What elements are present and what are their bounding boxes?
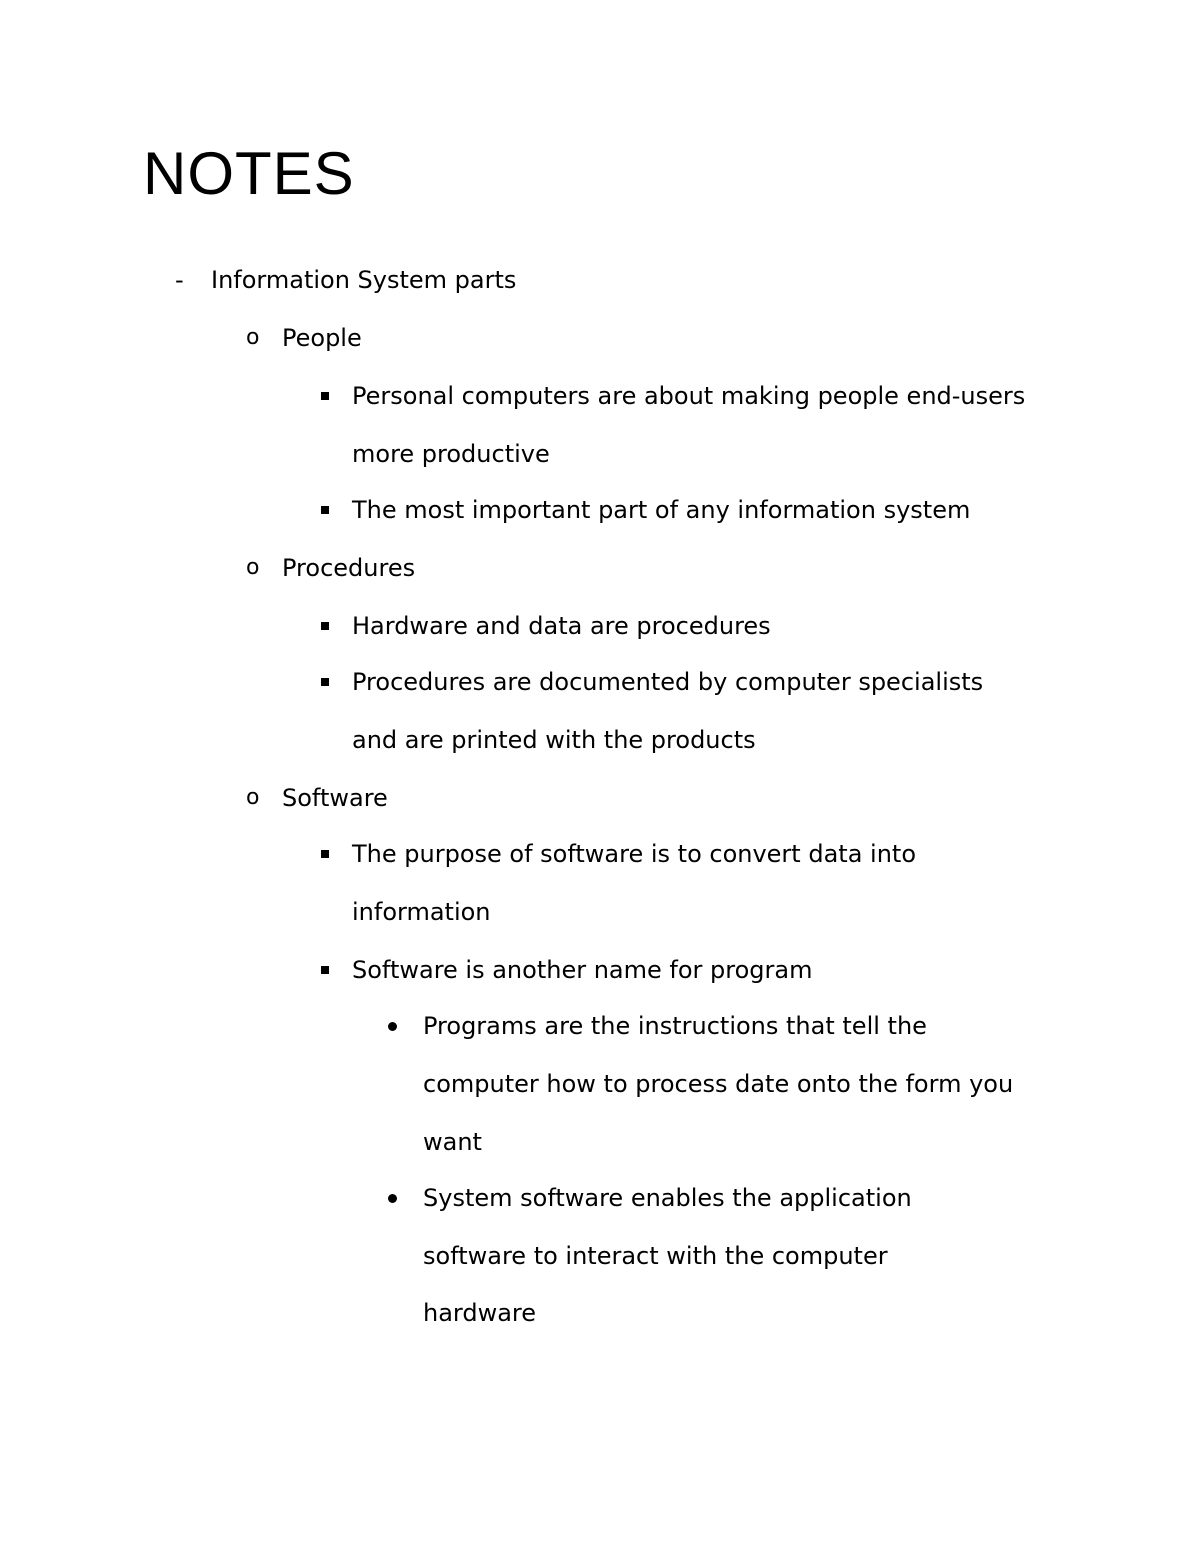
list-item-text: and are printed with the products <box>352 726 756 754</box>
sub-list-item-text: software to interact with the computer <box>423 1242 888 1270</box>
square-bullet-icon <box>321 850 329 858</box>
square-bullet-icon <box>321 966 329 974</box>
dot-bullet-icon <box>388 1022 397 1031</box>
section-procedures <box>0 548 1200 588</box>
outline-heading <box>0 260 1200 300</box>
section-people <box>0 318 1200 358</box>
outline-heading-text: Information System parts <box>211 266 517 294</box>
list-item <box>0 834 1200 874</box>
page-title: NOTES <box>143 140 355 207</box>
sub-list-item-continuation <box>0 1064 1200 1104</box>
list-item-continuation <box>0 720 1200 760</box>
square-bullet-icon <box>321 392 329 400</box>
section-software <box>0 778 1200 818</box>
list-item-text: Hardware and data are procedures <box>352 612 771 640</box>
list-item <box>0 950 1200 990</box>
list-item-text: The purpose of software is to convert data into <box>352 840 916 868</box>
sub-list-item-continuation <box>0 1236 1200 1276</box>
dash-bullet-icon: - <box>175 266 184 294</box>
list-item <box>0 490 1200 530</box>
sub-list-item <box>0 1178 1200 1218</box>
list-item-text: Personal computers are about making people end-users <box>352 382 1026 410</box>
square-bullet-icon <box>321 678 329 686</box>
dot-bullet-icon <box>388 1194 397 1203</box>
list-item <box>0 376 1200 416</box>
list-item-text: Procedures are documented by computer specialists <box>352 668 984 696</box>
sub-list-item <box>0 1006 1200 1046</box>
list-item <box>0 606 1200 646</box>
sub-list-item-text: want <box>423 1128 482 1156</box>
square-bullet-icon <box>321 506 329 514</box>
sub-list-item-continuation <box>0 1122 1200 1162</box>
list-item-text: information <box>352 898 491 926</box>
list-item-continuation <box>0 892 1200 932</box>
list-item-text: The most important part of any information system <box>352 496 971 524</box>
sub-list-item-continuation <box>0 1293 1200 1333</box>
list-item-text: Software is another name for program <box>352 956 813 984</box>
section-label: Procedures <box>282 554 416 582</box>
sub-list-item-text: Programs are the instructions that tell the <box>423 1012 927 1040</box>
section-label: People <box>282 324 362 352</box>
list-item-continuation <box>0 434 1200 474</box>
list-item-text: more productive <box>352 440 550 468</box>
circle-bullet-icon: o <box>246 785 260 810</box>
sub-list-item-text: System software enables the application <box>423 1184 912 1212</box>
circle-bullet-icon: o <box>246 325 260 350</box>
circle-bullet-icon: o <box>246 555 260 580</box>
square-bullet-icon <box>321 622 329 630</box>
section-label: Software <box>282 784 388 812</box>
list-item <box>0 662 1200 702</box>
sub-list-item-text: hardware <box>423 1299 537 1327</box>
sub-list-item-text: computer how to process date onto the form you <box>423 1070 1014 1098</box>
